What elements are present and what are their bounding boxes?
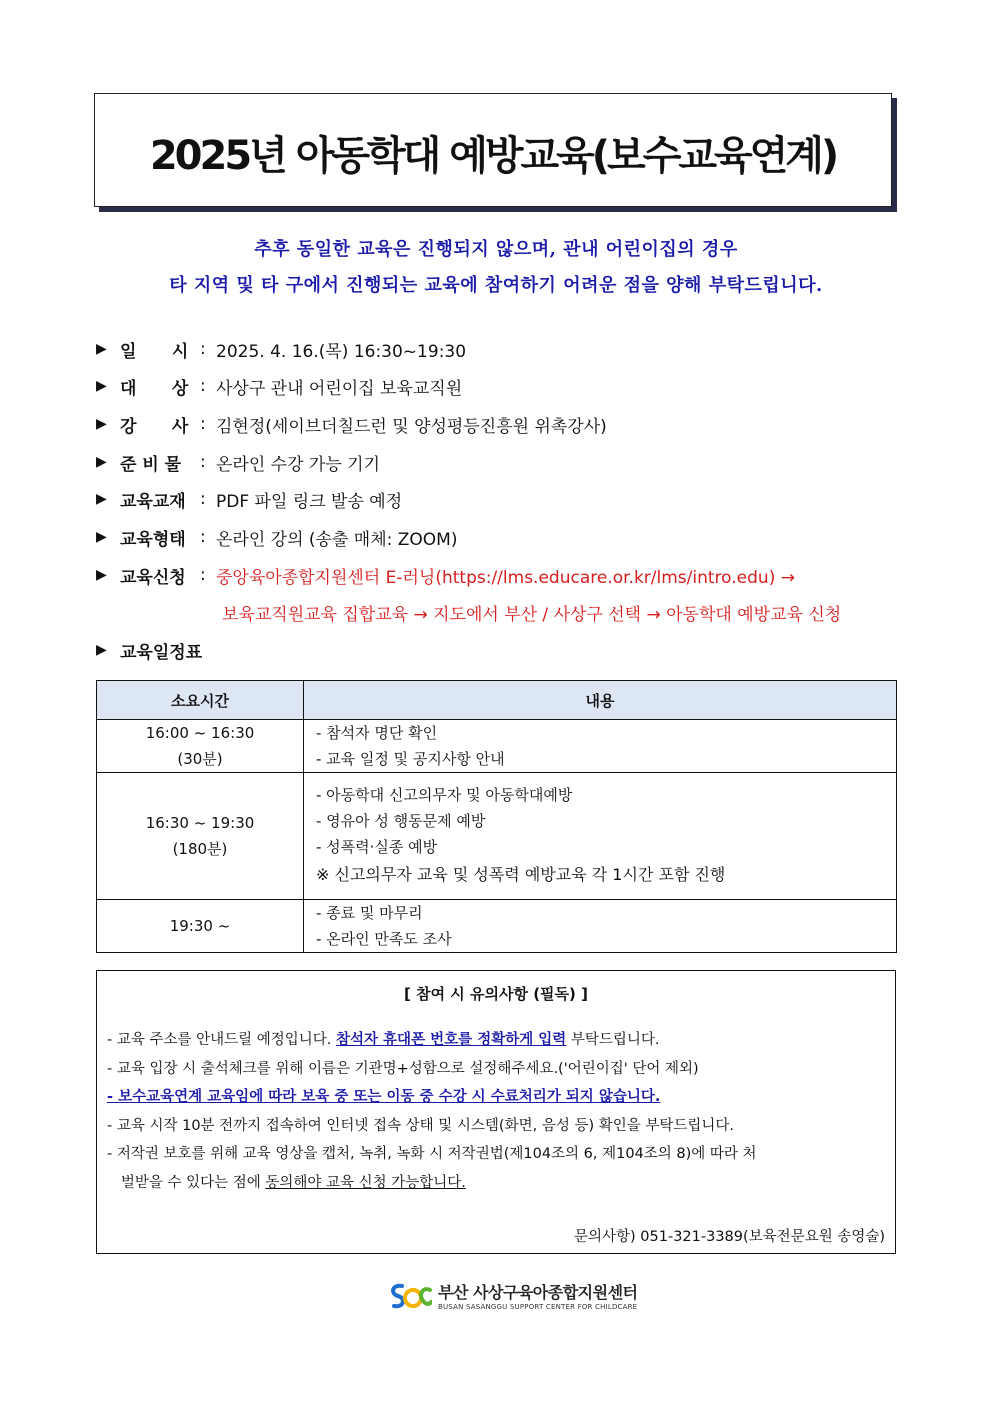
arrow-icon: ▶ xyxy=(96,567,107,583)
time-cell xyxy=(97,900,304,953)
duration: (30분) xyxy=(177,750,223,768)
time-cell xyxy=(97,773,304,900)
arrow-icon: ▶ xyxy=(96,491,107,507)
apply-link[interactable]: 중앙육아종합지원센터 E-러닝(https://lms.educare.or.kr/lms/intro.edu) → xyxy=(216,567,795,588)
header-content: 내용 xyxy=(304,681,897,720)
care-item-5-line1: - 저작권 보호를 위해 교육 영상을 캡처, 녹취, 녹화 시 저작권법(제104조의 6, 제104조의 8)에 따라 처 xyxy=(107,1146,757,1162)
care-item-5-line2 xyxy=(107,1169,887,1198)
care-highlight: 보수교육연계 교육임에 따라 보육 중 또는 이동 중 수강 시 수료처리가 되지 않습니다. xyxy=(118,1089,661,1105)
info-schedule-label xyxy=(96,637,203,663)
care-item-3 xyxy=(107,1083,887,1112)
info-format xyxy=(96,524,457,550)
colon: : xyxy=(200,376,206,396)
time-range: 16:00 ~ 16:30 xyxy=(145,724,255,742)
table-row xyxy=(97,900,897,953)
center-logo xyxy=(388,1278,638,1312)
care-text: 부탁드립니다. xyxy=(566,1032,660,1048)
info-target xyxy=(96,373,462,399)
time-cell xyxy=(97,720,304,773)
info-value: 온라인 수강 가능 기기 xyxy=(216,454,381,475)
contact-info: 문의사항) 051-321-3389(보육전문요원 송영술) xyxy=(574,1229,885,1245)
care-highlight: 참석자 휴대폰 번호를 정확하게 입력 xyxy=(335,1032,567,1048)
arrow-icon: ▶ xyxy=(96,642,107,658)
center-logo-icon xyxy=(388,1280,432,1310)
care-text: - 교육 주소를 안내드릴 예정입니다. xyxy=(107,1032,336,1048)
colon: : xyxy=(200,527,206,547)
info-value: PDF 파일 링크 발송 예정 xyxy=(216,491,403,512)
info-value: 온라인 강의 (송출 매체: ZOOM) xyxy=(216,529,458,550)
colon: : xyxy=(200,452,206,472)
time-range: 19:30 ~ xyxy=(169,917,231,935)
info-label: 강 사 xyxy=(120,416,189,437)
content-cell xyxy=(304,900,897,953)
info-label: 대 상 xyxy=(120,378,189,399)
colon: : xyxy=(200,489,206,509)
arrow-icon: ▶ xyxy=(96,341,107,357)
info-material xyxy=(96,486,402,512)
info-label: 교육일정표 xyxy=(120,642,203,663)
info-value: 사상구 관내 어린이집 보육교직원 xyxy=(216,378,463,399)
content-line: - 교육 일정 및 공지사항 안내 xyxy=(316,750,505,768)
care-text: - xyxy=(107,1089,119,1105)
arrow-icon: ▶ xyxy=(96,454,107,470)
logo-text xyxy=(438,1280,638,1311)
care-item-2: - 교육 입장 시 출석체크를 위해 이름은 기관명+성함으로 설정해주세요.('어린이집' 단어 제외) xyxy=(107,1060,699,1077)
content-cell xyxy=(304,773,897,900)
duration: (180분) xyxy=(172,840,228,858)
info-label: 교육신청 xyxy=(120,567,186,588)
content-line: - 아동학대 신고의무자 및 아동학대예방 xyxy=(316,786,573,804)
notice-line-2: 타 지역 및 타 구에서 진행되는 교육에 참여하기 어려운 점을 양해 부탁드립니다. xyxy=(169,275,823,296)
content-cell xyxy=(304,720,897,773)
table-row xyxy=(97,720,897,773)
info-label: 준 비 물 xyxy=(120,454,182,475)
info-date xyxy=(96,336,466,362)
content-line: - 참석자 명단 확인 xyxy=(316,724,438,742)
arrow-icon: ▶ xyxy=(96,378,107,394)
notice-line-1: 추후 동일한 교육은 진행되지 않으며, 관내 어린이집의 경우 xyxy=(254,239,738,260)
time-range: 16:30 ~ 19:30 xyxy=(145,814,255,832)
table-header-row xyxy=(97,681,897,720)
care-item-4: - 교육 시작 10분 전까지 접속하여 인터넷 접속 상태 및 시스템(화면, 음성 등) 확인을 부탁드립니다. xyxy=(107,1117,734,1134)
info-apply xyxy=(96,562,795,588)
info-label: 일 시 xyxy=(120,341,189,362)
logo-name: 부산 사상구육아종합지원센터 xyxy=(438,1282,638,1302)
content-line: - 영유아 성 행동문제 예방 xyxy=(316,812,486,830)
colon: : xyxy=(200,339,206,359)
care-text: 벌받을 수 있다는 점에 xyxy=(107,1174,266,1191)
schedule-table xyxy=(96,680,897,953)
arrow-icon: ▶ xyxy=(96,416,107,432)
care-title: [ 참여 시 유의사항 (필독) ] xyxy=(404,985,588,1003)
colon: : xyxy=(200,414,206,434)
content-line: - 종료 및 마무리 xyxy=(316,904,423,922)
apply-steps: 보육교직원교육 집합교육 → 지도에서 부산 / 사상구 선택 → 아동학대 예방교육 신청 xyxy=(222,605,842,625)
info-value: 2025. 4. 16.(목) 16:30~19:30 xyxy=(216,341,467,362)
logo-name-en: BUSAN SASANGGU SUPPORT CENTER FOR CHILDCARE xyxy=(438,1302,638,1311)
info-lecturer xyxy=(96,411,607,437)
content-line: - 온라인 만족도 조사 xyxy=(316,930,452,948)
content-line: - 성폭력·실종 예방 xyxy=(316,838,438,856)
arrow-icon: ▶ xyxy=(96,529,107,545)
colon: : xyxy=(200,565,206,585)
care-highlight: 동의해야 교육 신청 가능합니다. xyxy=(265,1174,466,1191)
info-value: 김현정(세이브더칠드런 및 양성평등진흥원 위촉강사) xyxy=(216,416,607,437)
header-time: 소요시간 xyxy=(97,681,304,720)
title-box xyxy=(94,93,892,207)
info-prep xyxy=(96,449,380,475)
care-item-1 xyxy=(107,1026,887,1055)
content-note: ※ 신고의무자 교육 및 성폭력 예방교육 각 1시간 포함 진행 xyxy=(316,865,726,884)
care-list xyxy=(107,1026,887,1197)
care-box xyxy=(96,970,896,1254)
info-label: 교육형태 xyxy=(120,529,186,550)
table-row xyxy=(97,773,897,900)
info-label: 교육교재 xyxy=(120,491,186,512)
page-title: 2025년 아동학대 예방교육(보수교육연계) xyxy=(149,133,837,179)
